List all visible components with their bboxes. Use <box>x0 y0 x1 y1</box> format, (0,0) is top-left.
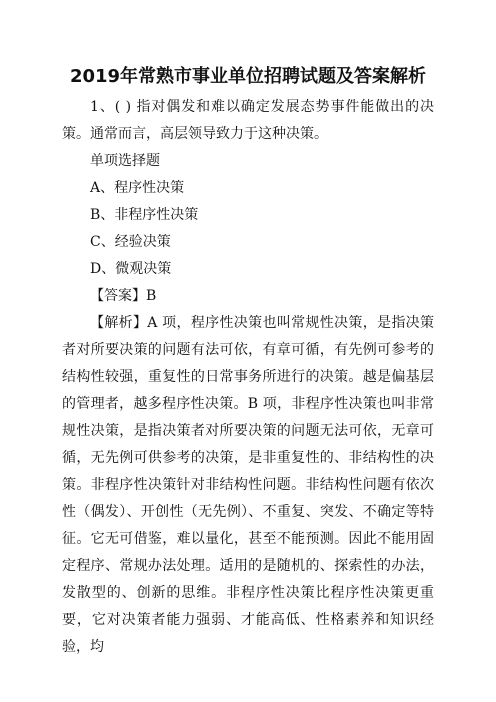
question-stem: 1、( ) 指对偶发和难以确定发展态势事件能做出的决策。通常而言，高层领导致力于这种决策。 <box>62 99 434 142</box>
option-a: A、程序性决策 <box>90 180 185 196</box>
option-d: D、微观决策 <box>90 261 172 277</box>
option-c: C、经验决策 <box>90 234 171 250</box>
option-b: B、非程序性决策 <box>90 207 199 223</box>
question-type: 单项选择题 <box>90 153 160 169</box>
question-block <box>62 94 434 661</box>
document-title: 2019年常熟市事业单位招聘试题及答案解析 <box>69 66 427 87</box>
analysis: 【解析】A 项，程序性决策也叫常规性决策，是指决策者对所要决策的问题有法可依，有章可循，有先例可参考的结构性较强，重复性的日常事务所进行的决策。越是偏基层的管理者，越多程序性决策。B 项，非程序性决策也叫非常规性决策，是指决策者对所要决策的问题无法可依，无章可循，无先例可供参考的决策，是非重复性的、非结构性的决策。非程序性决策针对非结构性问题。非结构性问题有依次性（偶发）、开创性（无先例）、不重复、突发、不确定等特征。它无可借鉴，难以量化，甚至不能预测。因此不能用固定程序、常规办法处理。适用的是随机的、探索性的办法，发散型的、创新的思维。非程序性决策比程序性决策更重要，它对决策者能力强弱、才能高低、性格素养和知识经验，均 <box>62 315 434 655</box>
answer: 【答案】B <box>90 288 157 304</box>
